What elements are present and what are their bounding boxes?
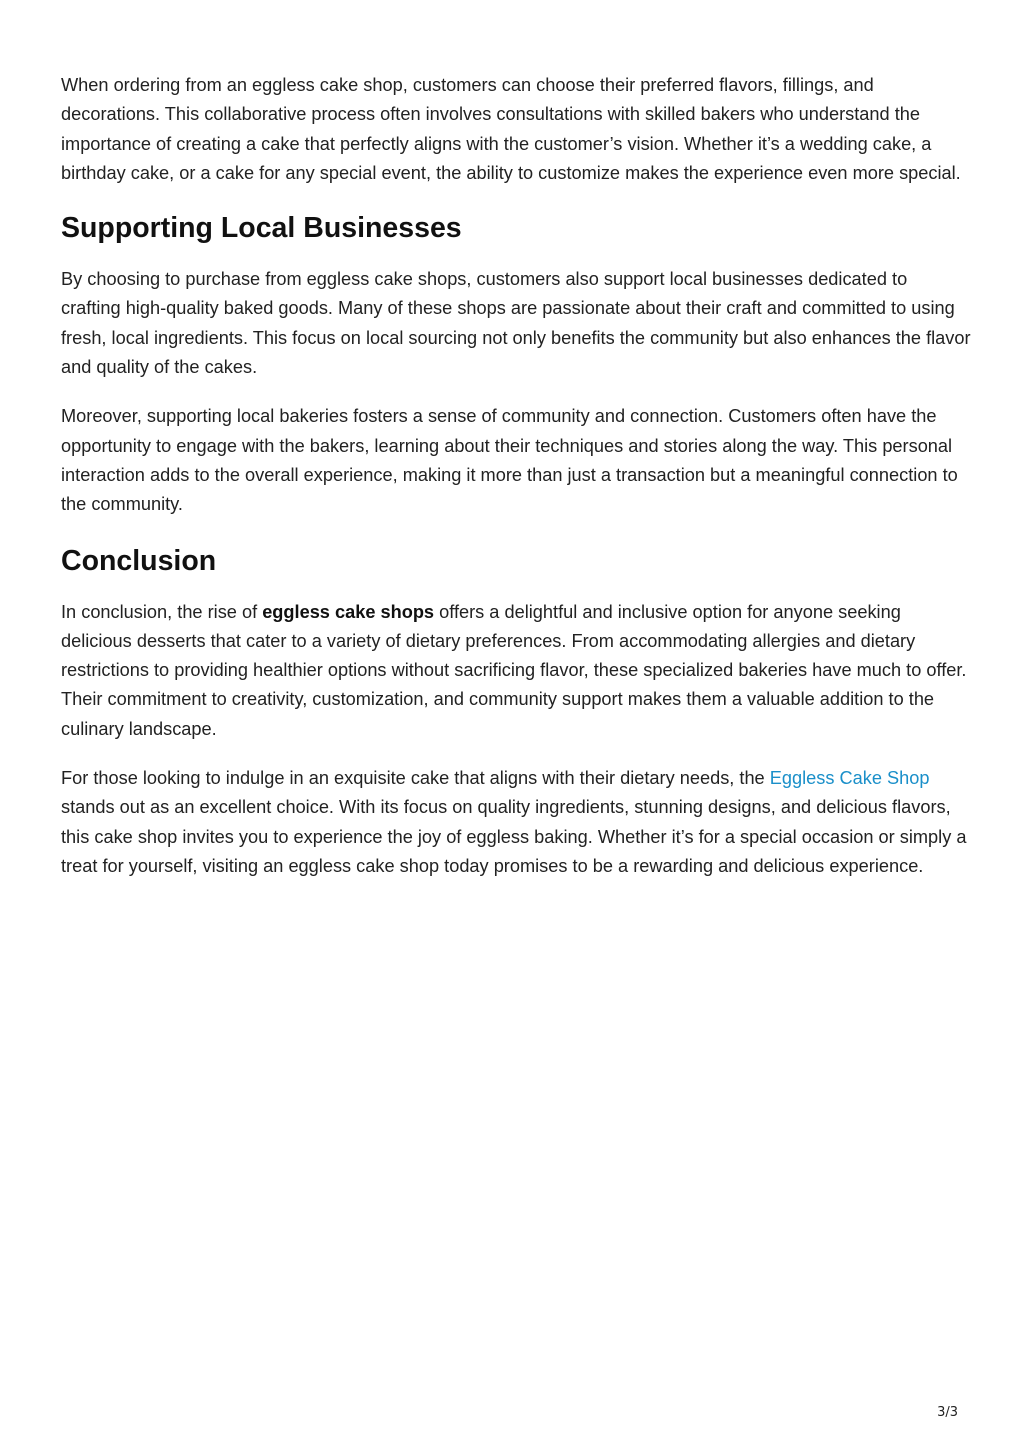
paragraph-recommendation bbox=[61, 764, 971, 881]
page-number: 3/3 bbox=[937, 1405, 958, 1420]
heading-conclusion: Conclusion bbox=[61, 544, 217, 577]
recommendation-text-start: For those looking to indulge in an exquisite cake that aligns with their dietary needs, the bbox=[61, 768, 770, 789]
conclusion-bold-phrase: eggless cake shops bbox=[262, 601, 435, 622]
heading-supporting-local-businesses: Supporting Local Businesses bbox=[61, 212, 462, 245]
paragraph-community-connection: Moreover, supporting local bakeries fosters a sense of community and connection. Customers often have the opportunity to engage with the bakers, learning about their techniques and stories along the way. This personal interaction adds to the overall experience, making it more than just a transaction but a meaningful connection to the community. bbox=[61, 406, 958, 515]
recommendation-text-end: stands out as an excellent choice. With its focus on quality ingredients, stunning designs, and delicious flavors, this cake shop invites you to experience the joy of eggless baking. Whether it’s for a special occasion or simply a treat for yourself, visiting an eggless cake shop today promises to be a rewarding and delicious experience. bbox=[61, 797, 967, 876]
document-body bbox=[61, 71, 971, 901]
paragraph-conclusion bbox=[61, 598, 971, 744]
conclusion-text-start: In conclusion, the rise of bbox=[61, 601, 263, 622]
conclusion-text-end: offers a delightful and inclusive option for anyone seeking delicious desserts that cater to a variety of dietary preferences. From accommodating allergies and dietary restrictions to providing healthier options without sacrificing flavor, these specialized bakeries have much to offer. Their commitment to creativity, customization, and community support makes them a valuable addition to the culinary landscape. bbox=[61, 601, 967, 739]
paragraph-local-businesses: By choosing to purchase from eggless cake shops, customers also support local businesses dedicated to crafting high-quality baked goods. Many of these shops are passionate about their craft and committed to using fresh, local ingredients. This focus on local sourcing not only benefits the community but also enhances the flavor and quality of the cakes. bbox=[61, 269, 971, 378]
paragraph-customization: When ordering from an eggless cake shop, customers can choose their preferred flavors, fillings, and decorations. This collaborative process often involves consultations with skilled bakers who understand the importance of creating a cake that perfectly aligns with the customer’s vision. Whether it’s a wedding cake, a birthday cake, or a cake for any special event, the ability to customize makes the experience even more special. bbox=[61, 75, 961, 183]
eggless-cake-shop-link[interactable]: Eggless Cake Shop bbox=[769, 768, 930, 789]
